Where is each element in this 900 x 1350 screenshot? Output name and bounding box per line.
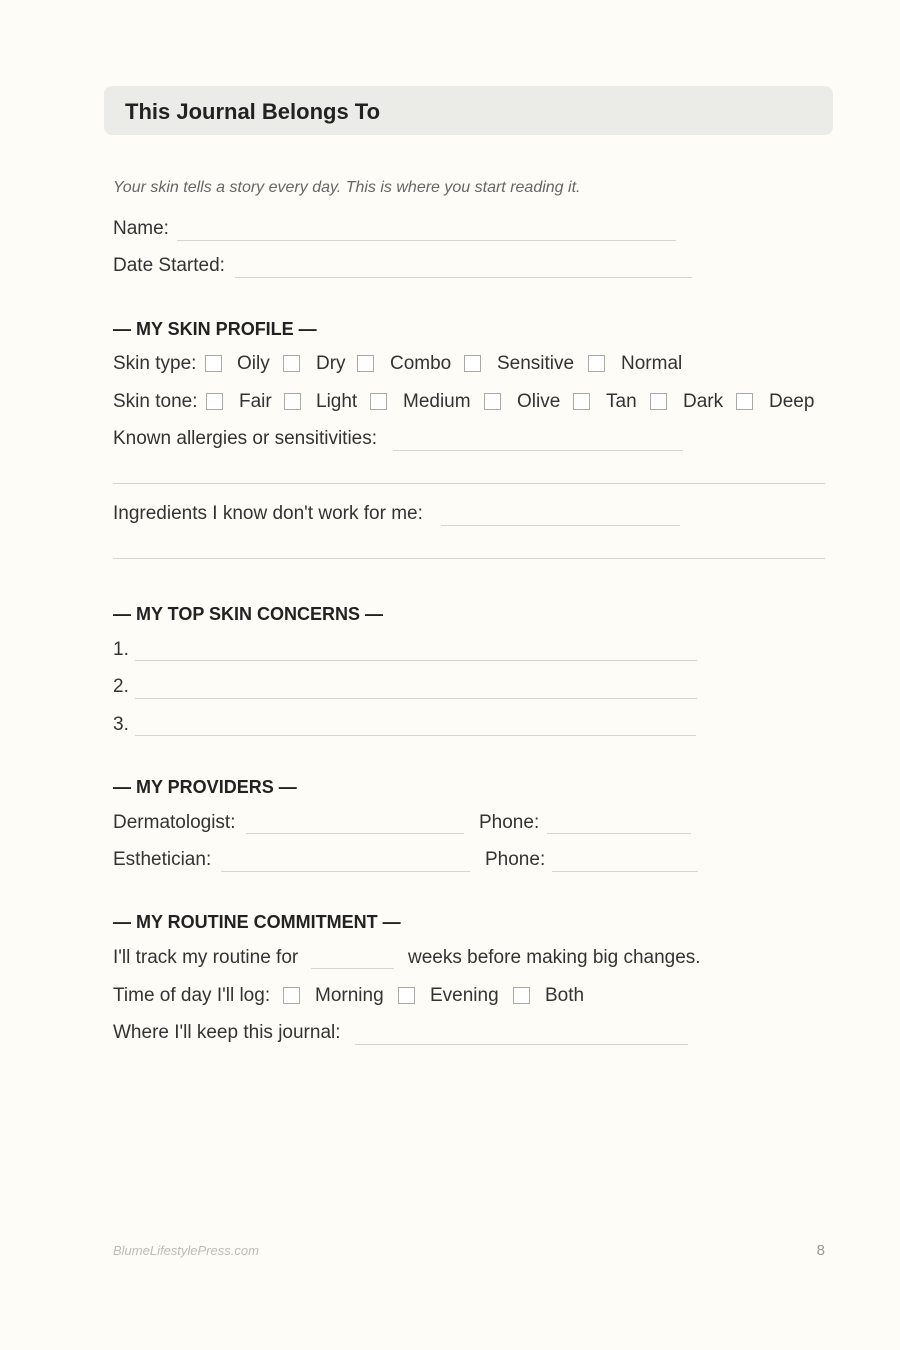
esthetician-label: Esthetician: — [113, 849, 212, 870]
option-label: Morning — [315, 985, 384, 1006]
footer-site: BlumeLifestylePress.com — [113, 1243, 259, 1258]
checkbox-sensitive[interactable] — [464, 355, 481, 372]
dermatologist-phone-field[interactable] — [547, 833, 691, 834]
tagline: Your skin tells a story every day. This is where you start reading it. — [113, 179, 581, 196]
where-label: Where I'll keep this journal: — [113, 1022, 341, 1043]
option-label: Medium — [403, 391, 471, 412]
track-prefix: I'll track my routine for — [113, 947, 299, 968]
ingredients-field[interactable] — [441, 525, 680, 526]
ingredients-field-continued[interactable] — [113, 558, 825, 559]
concern-number: 3. — [113, 714, 129, 735]
checkbox-evening[interactable] — [398, 987, 415, 1004]
option-label: Combo — [390, 353, 452, 374]
concern-number: 1. — [113, 639, 129, 660]
checkbox-deep[interactable] — [736, 393, 753, 410]
title-banner — [104, 86, 833, 135]
page-number: 8 — [816, 1242, 825, 1259]
time-of-day-label: Time of day I'll log: — [113, 985, 271, 1006]
option-label: Light — [316, 391, 358, 412]
dermatologist-field[interactable] — [246, 833, 464, 834]
date-started-label: Date Started: — [113, 255, 225, 276]
concern-field-2[interactable] — [135, 698, 697, 699]
option-label: Both — [545, 985, 585, 1006]
track-suffix: weeks before making big changes. — [408, 947, 701, 968]
esthetician-phone-field[interactable] — [552, 871, 698, 872]
option-label: Fair — [239, 391, 272, 412]
skin-type-label: Skin type: — [113, 353, 197, 374]
checkbox-olive[interactable] — [484, 393, 501, 410]
allergies-label: Known allergies or sensitivities: — [113, 428, 378, 449]
concern-number: 2. — [113, 676, 129, 697]
concern-field-3[interactable] — [135, 735, 696, 736]
checkbox-normal[interactable] — [588, 355, 605, 372]
option-label: Sensitive — [497, 353, 575, 374]
name-field[interactable] — [177, 240, 676, 241]
checkbox-light[interactable] — [284, 393, 301, 410]
allergies-field[interactable] — [393, 450, 683, 451]
phone-label: Phone: — [479, 812, 540, 833]
checkbox-combo[interactable] — [357, 355, 374, 372]
weeks-field[interactable] — [311, 968, 394, 969]
option-label: Dark — [683, 391, 724, 412]
option-label: Tan — [606, 391, 637, 412]
date-started-field[interactable] — [235, 277, 692, 278]
option-label: Olive — [517, 391, 561, 412]
option-label: Evening — [430, 985, 499, 1006]
section-heading-skin-profile: — MY SKIN PROFILE — — [113, 319, 317, 339]
dermatologist-label: Dermatologist: — [113, 812, 236, 833]
skin-tone-label: Skin tone: — [113, 391, 198, 412]
name-label: Name: — [113, 218, 169, 239]
checkbox-medium[interactable] — [370, 393, 387, 410]
section-heading-concerns: — MY TOP SKIN CONCERNS — — [113, 604, 384, 624]
checkbox-oily[interactable] — [205, 355, 222, 372]
checkbox-both[interactable] — [513, 987, 530, 1004]
checkbox-dark[interactable] — [650, 393, 667, 410]
option-label: Normal — [621, 353, 683, 374]
ingredients-label: Ingredients I know don't work for me: — [113, 503, 423, 524]
checkbox-tan[interactable] — [573, 393, 590, 410]
section-heading-routine: — MY ROUTINE COMMITMENT — — [113, 912, 401, 932]
allergies-field-continued[interactable] — [113, 483, 825, 484]
phone-label: Phone: — [485, 849, 546, 870]
page-title: This Journal Belongs To — [125, 99, 381, 124]
option-label: Dry — [316, 353, 346, 374]
checkbox-fair[interactable] — [206, 393, 223, 410]
checkbox-dry[interactable] — [283, 355, 300, 372]
checkbox-morning[interactable] — [283, 987, 300, 1004]
section-heading-providers: — MY PROVIDERS — — [113, 777, 297, 797]
concern-field-1[interactable] — [135, 660, 697, 661]
where-field[interactable] — [355, 1044, 688, 1045]
option-label: Deep — [769, 391, 815, 412]
option-label: Oily — [237, 353, 270, 374]
esthetician-field[interactable] — [221, 871, 470, 872]
